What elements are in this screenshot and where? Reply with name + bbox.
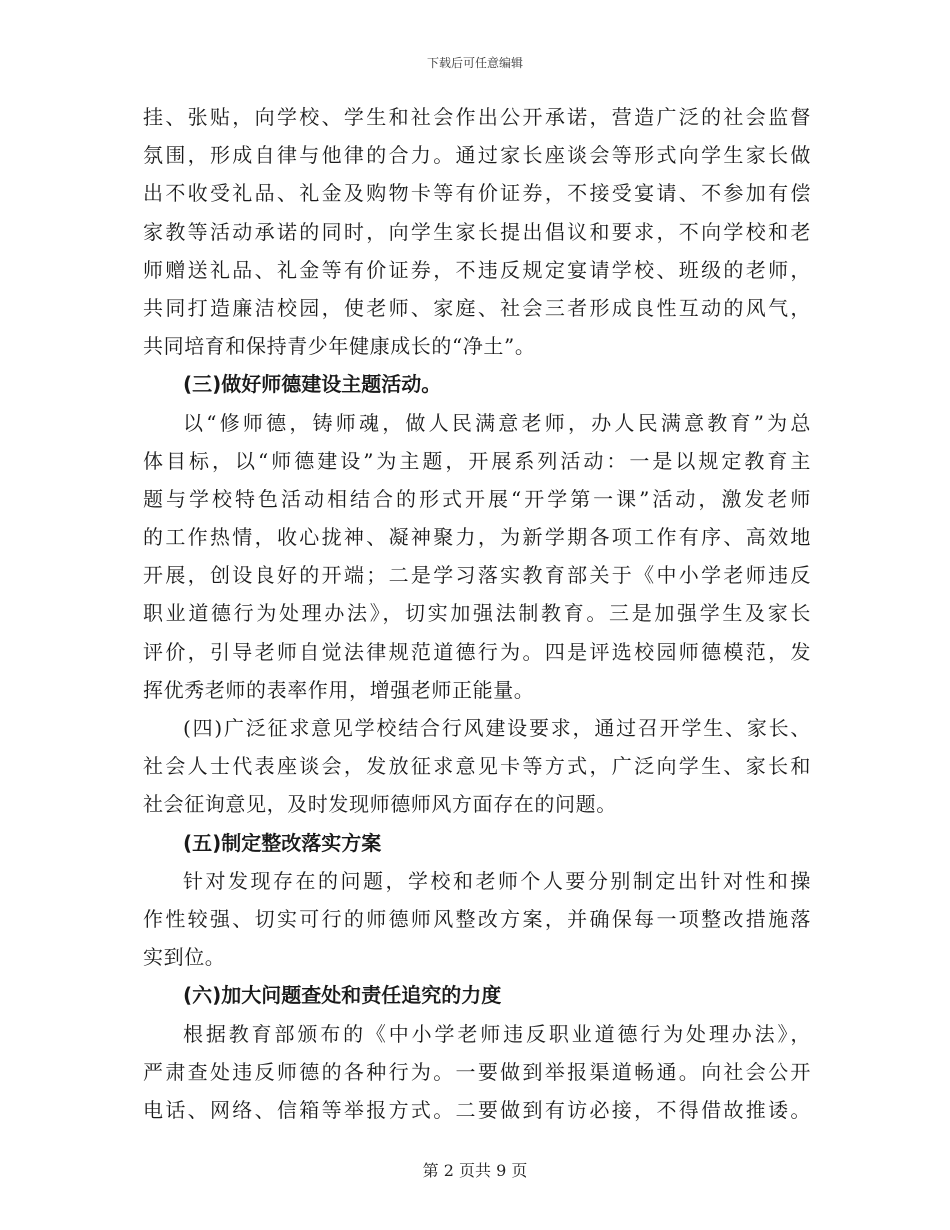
body-line: 氛围，形成自律与他律的合力。通过家长座谈会等形式向学生家长做 bbox=[143, 143, 811, 168]
body-line: (四)广泛征求意见学校结合行风建设要求，通过召开学生、家长、 bbox=[183, 716, 811, 740]
body-line: 社会征询意见，及时发现师德师风方面存在的问题。 bbox=[143, 792, 617, 817]
body-line: 共同培育和保持青少年健康成长的“净土”。 bbox=[143, 334, 536, 359]
section-heading: (六)加大问题查处和责任追究的力度 bbox=[183, 983, 502, 1008]
section-heading: (五)制定整改落实方案 bbox=[183, 830, 382, 855]
body-line: 电话、网络、信箱等举报方式。二要做到有访必接，不得借故推诿。 bbox=[143, 1097, 811, 1122]
body-line: 职业道德行为处理办法》，切实加强法制教育。三是加强学生及家长 bbox=[143, 601, 811, 626]
body-line: 实到位。 bbox=[143, 945, 226, 970]
section-heading: (三)做好师德建设主题活动。 bbox=[183, 372, 442, 397]
body-line: 开展，创设良好的开端；二是学习落实教育部关于《中小学老师违反 bbox=[143, 563, 811, 588]
page-number: 第 2 页共 9 页 bbox=[422, 1161, 528, 1180]
body-line: 评价，引导老师自觉法律规范道德行为。四是评选校园师德模范，发 bbox=[143, 639, 811, 664]
body-line: 严肃查处违反师德的各种行为。一要做到举报渠道畅通。向社会公开 bbox=[143, 1059, 811, 1084]
body-line: 以“修师德，铸师魂，做人民满意老师，办人民满意教育”为总 bbox=[183, 410, 811, 435]
body-line: 出不收受礼品、礼金及购物卡等有价证券，不接受宴请、不参加有偿 bbox=[143, 181, 811, 206]
body-line: 社会人士代表座谈会，发放征求意见卡等方式，广泛向学生、家长和 bbox=[143, 754, 811, 779]
document-body bbox=[143, 98, 811, 1129]
body-line: 题与学校特色活动相结合的形式开展“开学第一课”活动，激发老师 bbox=[143, 486, 811, 511]
body-line: 体目标，以“师德建设”为主题，开展系列活动：一是以规定教育主 bbox=[143, 448, 811, 473]
page-header: 下载后可任意编辑 bbox=[426, 56, 523, 70]
body-line: 挥优秀老师的表率作用，增强老师正能量。 bbox=[143, 677, 535, 702]
body-line: 家教等活动承诺的同时，向学生家长提出倡议和要求，不向学校和老 bbox=[143, 219, 811, 244]
body-line: 共同打造廉洁校园，使老师、家庭、社会三者形成良性互动的风气， bbox=[143, 295, 811, 320]
body-line: 的工作热情，收心拢神、凝神聚力，为新学期各项工作有序、高效地 bbox=[143, 525, 811, 550]
body-line: 针对发现存在的问题，学校和老师个人要分别制定出针对性和操 bbox=[183, 868, 811, 893]
body-line: 师赠送礼品、礼金等有价证券，不违反规定宴请学校、班级的老师， bbox=[143, 257, 811, 282]
body-line: 根据教育部颁布的《中小学老师违反职业道德行为处理办法》， bbox=[183, 1021, 811, 1046]
body-line: 挂、张贴，向学校、学生和社会作出公开承诺，营造广泛的社会监督 bbox=[143, 105, 811, 129]
body-line: 作性较强、切实可行的师德师风整改方案，并确保每一项整改措施落 bbox=[143, 906, 811, 931]
